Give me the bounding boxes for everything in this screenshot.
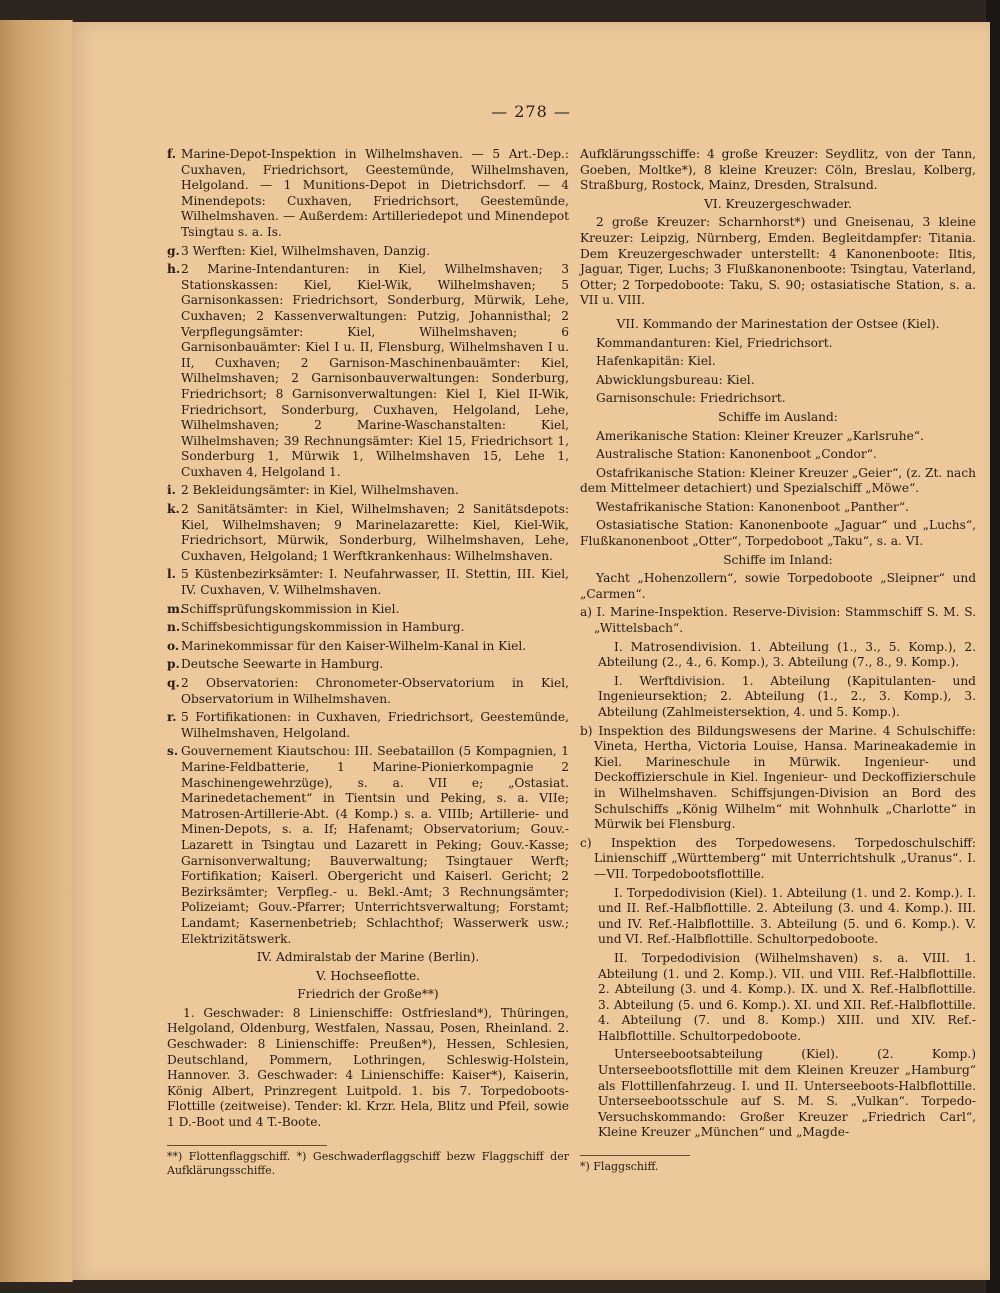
heading-kreuzergeschwader: VI. Kreuzergeschwader. [704, 196, 852, 211]
right-column [580, 147, 976, 1177]
section-c-1: I. Torpedodivision (Kiel). 1. Abteilung (1. und 2. Komp.). I. und II. Ref.-Halbflottille. 2. Abteilung (3. und 4. Komp.). III. und IV. Ref.-Halbflottille. 3. Abteilung (5. und 6. Komp.). V. und VI. Ref.-Halbflottille. Schultorpedoboote. [598, 885, 976, 947]
list-item [167, 147, 569, 241]
list-item [167, 676, 569, 707]
item-marker: g. [167, 243, 180, 258]
heading-ostsee: VII. Kommando der Marinestation der Ostsee (Kiel). [616, 316, 940, 331]
ausland-3: Ostafrikanische Station: Kleiner Kreuzer „Geier“, (z. Zt. nach dem Mittelmeer detachiert) und Spezialschiff „Möwe“. [580, 465, 976, 496]
footnote-rule [167, 1145, 327, 1146]
item-text: Marine-Depot-Inspektion in Wilhelmshaven. — 5 Art.-Dep.: Cuxhaven, Friedrichsort, Geestemünde, Wilhelmshaven, Helgoland. — 1 Munitions-Depot in Dietrichsdorf. — 4 Minendepots: Cuxhaven, Friedrichsort, Geestemünde, Wilhelmshaven. — Außerdem: Artilleriedepot und Minendepot Tsingtau s. a. Is. [181, 147, 569, 239]
item-marker: h. [167, 262, 181, 277]
ausland-2: Australische Station: Kanonenboot „Condor“. [596, 447, 877, 462]
vii-line-2: Hafenkapitän: Kiel. [596, 354, 716, 369]
item-text: Schiffsprüfungskommission in Kiel. [181, 601, 400, 616]
heading-hochseeflotte: V. Hochseeflotte. [315, 968, 421, 983]
list-item [167, 657, 569, 673]
list-item [167, 710, 569, 741]
section-c-3: Unterseebootsabteilung (Kiel). (2. Komp.) Unterseebootsflottille mit dem Kleinen Kreuzer „Hamburg“ als Flottillenfahrzeug. I. und II. Unterseeboots-Halbflottille. Unterseebootsschule auf S. M. S. „Vulkan“. Torpedo-Versuchskommando: Großer Kreuzer „Friedrich Carl“, Kleine Kreuzer „München“ und „Magde- [598, 1047, 976, 1140]
footnote-rule-right [580, 1155, 690, 1156]
item-text: 2 Marine-Intendanturen: in Kiel, Wilhelmshaven; 3 Stationskassen: Kiel, Kiel-Wik, Wilhelmshaven; 5 Garnisonkassen: Friedrichsort, Sonderburg, Mürwik, Lehe, Cuxhaven; 2 Kassenverwaltungen: Putzig, Johannisthal; 2 Verpflegungsämter: Kiel, Wilhelmshaven; 6 Garnisonbauämter: Kiel I u. II, Flensburg, Wilhelmshaven I u. II, Cuxhaven; 2 Garnison-Maschinenbauämter: Kiel, Wilhelmshaven; 2 Garnisonbauverwaltungen: Sonderburg, Friedrichsort; 8 Garnisonverwaltungen: Kiel I, Kiel II-Wik, Friedrichsort, Sonderburg, Cuxhaven, Helgoland, Lehe, Wilhelmshaven; 2 Marine-Waschanstalten: Kiel, Wilhelmshaven; 39 Rechnungsämter: Kiel 15, Friedrichsort 1, Sonderburg 1, Mürwik 1, Wilhelmshaven 15, Lehe 1, Cuxhaven 4, Helgoland 1. [181, 262, 569, 479]
item-marker: q. [167, 676, 180, 690]
ausland-1: Amerikanische Station: Kleiner Kreuzer „Karlsruhe“. [596, 428, 924, 443]
fleet-paragraph: 1. Geschwader: 8 Linienschiffe: Ostfriesland*), Thüringen, Helgoland, Oldenburg, Westfalen, Nassau, Posen, Rheinland. 2. Geschwader: 8 Linienschiffe: Preußen*), Hessen, Schlesien, Deutschland, Pommern, Lothringen, Schleswig-Holstein, Hannover. 3. Geschwader: 4 Linienschiffe: Kaiser*), Kaiserin, König Albert, Prinzregent Luitpold. 1. bis 7. Torpedoboots-Flottille (zeitweise). Tender: kl. Krzr. Hela, Blitz und Pfeil, sowie 1 D.-Boot und 4 T.-Boote. [167, 1005, 569, 1130]
kreuzer-paragraph: 2 große Kreuzer: Scharnhorst*) und Gneisenau, 3 kleine Kreuzer: Leipzig, Nürnberg, Emden. Begleitdampfer: Titania. Dem Kreuzergeschwader unterstellt: 4 Kanonenboote: Iltis, Jaguar, Tiger, Luchs; 3 Flußkanonenboote: Tsingtau, Vaterland, Otter; 2 Torpedoboote: Taku, S. 90; ostasiatische Station, s. a. VII u. VIII. [580, 215, 976, 308]
list-item [167, 262, 569, 480]
ausland-4: Westafrikanische Station: Kanonenboot „Panther“. [596, 499, 909, 514]
item-text: 3 Werften: Kiel, Wilhelmshaven, Danzig. [181, 243, 431, 258]
list-item [167, 602, 569, 618]
list-item [167, 502, 569, 564]
section-a-1: I. Matrosendivision. 1. Abteilung (1., 3., 5. Komp.), 2. Abteilung (2., 4., 6. Komp.), 3. Abteilung (7., 8., 9. Komp.). [598, 639, 976, 670]
item-text: 2 Observatorien: Chronometer-Observatorium in Kiel, Observatorium in Wilhelmshaven. [181, 676, 569, 706]
item-text: 5 Fortifikationen: in Cuxhaven, Friedrichsort, Geestemünde, Wilhelmshaven, Helgoland. [181, 710, 569, 740]
section-b: b) Inspektion des Bildungswesens der Marine. 4 Schulschiffe: Vineta, Hertha, Victoria Louise, Hansa. Marineakademie in Kiel. Marineschule in Mürwik. Ingenieur- und Deckoffizierschule in Kiel. Ingenieur- und Deckoffizierschule in Wilhelmshaven. Schiffsjungen-Division an Bord des Schulschiffs „König Wilhelm“ mit Wohnhulk „Charlotte“ in Mürwik bei Flensburg. [580, 723, 976, 832]
item-text: 2 Sanitätsämter: in Kiel, Wilhelmshaven; 2 Sanitätsdepots: Kiel, Wilhelmshaven; 9 Marinelazarette: Kiel, Kiel-Wik, Friedrichsort, Mürwik, Sonderburg, Wilhelmshaven, Lehe, Cuxhaven, Helgoland; 1 Werftkrankenhaus: Wilhelmshaven. [181, 502, 569, 563]
page-number: — 278 — [491, 102, 571, 121]
section-c-2: II. Torpedodivision (Wilhelmshaven) s. a. VIII. 1. Abteilung (1. und 2. Komp.). VII. und VIII. Ref.-Halbflottille. 2. Abteilung (3. und 4. Komp.). IX. und X. Ref.-Halbflottille. 3. Abteilung (5. und 6. Komp.). XI. und XII. Ref.-Halbflottille. 4. Abteilung (7. und 8. Komp.) XIII. und XIV. Ref.-Halbflottille. Schultorpedoboote. [598, 950, 976, 1043]
vii-line-3: Abwicklungsbureau: Kiel. [596, 372, 755, 387]
item-marker: i. [167, 483, 176, 498]
item-marker: r. [167, 710, 177, 725]
vii-line-1: Kommandanturen: Kiel, Friedrichsort. [596, 335, 833, 350]
item-marker: k. [167, 502, 180, 517]
heading-inland: Schiffe im Inland: [723, 552, 833, 567]
book-edge [0, 20, 73, 1282]
list-item [167, 620, 569, 636]
item-marker: m. [167, 601, 185, 616]
item-marker: p. [167, 657, 180, 672]
item-marker: f. [167, 147, 177, 161]
right-footnote: *) Flaggschiff. [580, 1160, 659, 1174]
heading-admiralstab: IV. Admiralstab der Marine (Berlin). [256, 950, 480, 965]
left-footnote: **) Flottenflaggschiff. *) Geschwaderflaggschiff bezw Flaggschiff der Aufklärungsschiffe. [167, 1149, 569, 1177]
list-item [167, 483, 569, 499]
left-items [167, 147, 569, 947]
inland-paragraph: Yacht „Hohenzollern“, sowie Torpedoboote „Sleipner“ und „Carmen“. [580, 571, 976, 601]
item-marker: s. [167, 744, 179, 759]
list-item [167, 639, 569, 655]
item-text: Schiffsbesichtigungskommission in Hamburg. [181, 620, 465, 635]
section-a-head: a) I. Marine-Inspektion. Reserve-Division: Stammschiff S. M. S. „Wittelsbach“. [580, 605, 976, 636]
item-text: Gouvernement Kiautschou: III. Seebataillon (5 Kompagnien, 1 Marine-Feldbatterie, 1 Marine-Pionierkompagnie 2 Maschinengewehrzüge), s. a. VII e; „Ostasiat. Marinedetachement“ in Tientsin und Peking, s. a. VIIe; Matrosen-Artillerie-Abt. (4 Komp.) s. a. VIIIb; Artillerie- und Minen-Depots, s. a. If; Hafenamt; Observatorium; Gouv.-Lazarett in Tsingtau und Lazarett in Peking; Gouv.-Kasse; Garnisonverwaltung; Bauverwaltung; Tsingtauer Werft; Fortifikation; Kaiserl. Obergericht und Kaiserl. Gericht; 2 Bezirksämter; Verpfleg.- u. Bekl.-Amt; 3 Rechnungsämter; Polizeiamt; Gouv.-Pfarrer; Unterrichtsverwaltung; Forstamt; Landamt; Kasernenbetrieb; Schlachthof; Wasserwerk usw.; Elektrizitätswerk. [181, 744, 569, 946]
list-item [167, 744, 569, 947]
left-column [167, 147, 569, 1181]
heading-flagship: Friedrich der Große**) [297, 987, 439, 1002]
vii-line-4: Garnisonschule: Friedrichsort. [596, 391, 786, 406]
book-page [72, 22, 990, 1280]
heading-ausland: Schiffe im Ausland: [718, 409, 838, 424]
aufklaerung-paragraph: Aufklärungsschiffe: 4 große Kreuzer: Seydlitz, von der Tann, Goeben, Moltke*), 8 kleine Kreuzer: Cöln, Breslau, Kolberg, Straßburg, Rostock, Mainz, Dresden, Stralsund. [580, 147, 976, 193]
ausland-5: Ostasiatische Station: Kanonenboote „Jaguar“ und „Luchs“, Flußkanonenboot „Otter“, Torpedoboot „Taku“, s. a. VI. [580, 518, 976, 549]
item-text: Deutsche Seewarte in Hamburg. [181, 657, 384, 672]
section-c-head: c) Inspektion des Torpedowesens. Torpedoschulschiff: Linienschiff „Württemberg“ mit Unterrichtshulk „Uranus“. I.—VII. Torpedobootsflottille. [580, 835, 976, 881]
item-marker: l. [167, 567, 176, 582]
item-marker: n. [167, 620, 181, 635]
item-text: 2 Bekleidungsämter: in Kiel, Wilhelmshaven. [181, 483, 459, 498]
list-item [167, 567, 569, 598]
item-marker: o. [167, 638, 180, 653]
item-text: 5 Küstenbezirksämter: I. Neufahrwasser, II. Stettin, III. Kiel, IV. Cuxhaven, V. Wilhelmshaven. [181, 567, 569, 598]
list-item [167, 244, 569, 260]
section-a-2: I. Werftdivision. 1. Abteilung (Kapitulanten- und Ingenieursektion; 2. Abteilung (1., 2., 3. Komp.), 3. Abteilung (Zahlmeistersektion, 4. und 5. Komp.). [598, 673, 976, 719]
item-text: Marinekommissar für den Kaiser-Wilhelm-Kanal in Kiel. [181, 638, 527, 653]
